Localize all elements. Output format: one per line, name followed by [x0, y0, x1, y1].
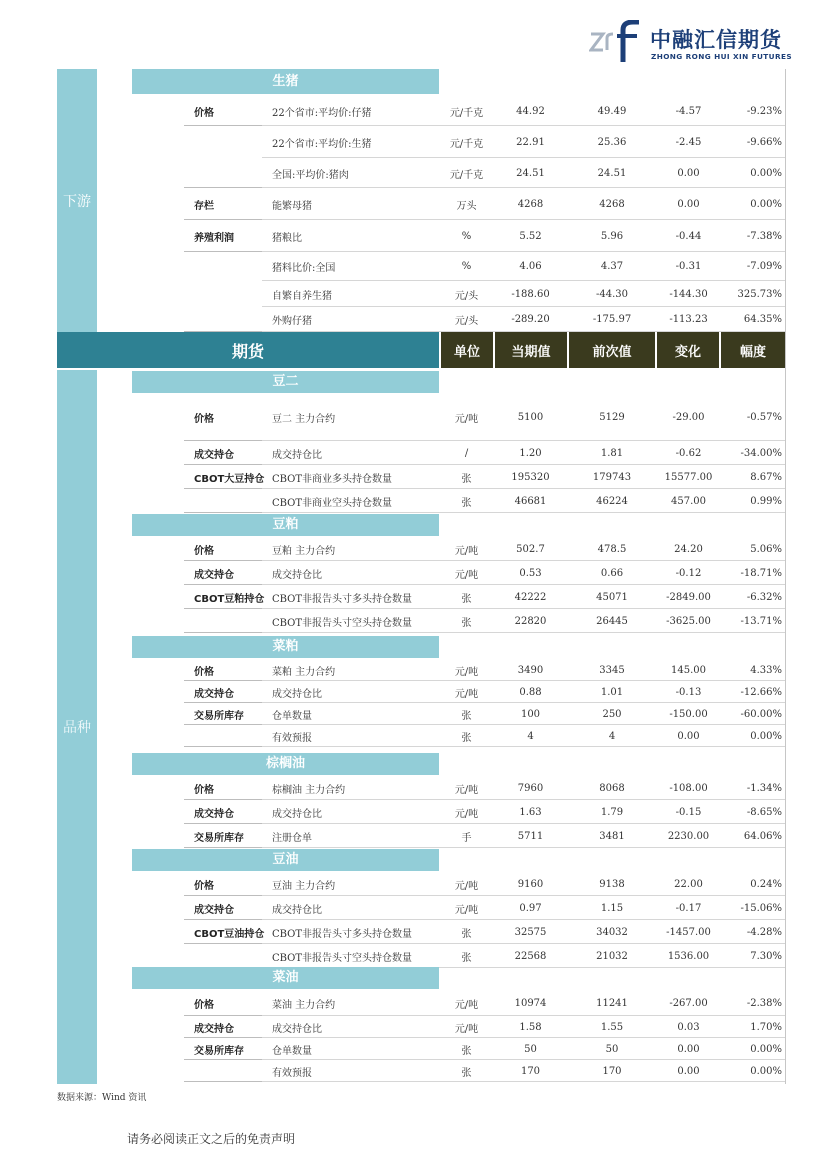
- row-unit: 张: [461, 497, 472, 509]
- row-current-value: 1.58: [519, 1021, 542, 1033]
- category-divider: [184, 847, 262, 848]
- row-current-value: 5100: [517, 412, 544, 423]
- row-change: -0.12: [675, 567, 702, 579]
- row-indicator: CBOT非报告头寸空头持仓数量: [272, 617, 413, 629]
- row-category: 交易所库存: [194, 832, 244, 844]
- row-unit: 张: [461, 593, 472, 605]
- row-previous-value: 34032: [596, 926, 628, 938]
- row-unit: 张: [461, 617, 472, 629]
- row-unit: /: [464, 447, 469, 459]
- row-percent: 5.06%: [750, 543, 782, 555]
- row-percent: 0.00%: [750, 167, 782, 179]
- row-current-value: 44.92: [516, 105, 545, 117]
- row-previous-value: -44.30: [595, 288, 628, 300]
- table-row: [57, 561, 787, 585]
- column-header-change: 变化: [657, 332, 719, 368]
- row-indicator: 成交持仓比: [272, 1023, 322, 1035]
- row-indicator: 豆二 主力合约: [272, 414, 336, 425]
- row-previous-value: -175.97: [592, 314, 632, 325]
- row-unit: 张: [461, 952, 472, 964]
- row-indicator: 菜粕 主力合约: [272, 666, 336, 678]
- row-change: 22.00: [674, 878, 703, 890]
- row-category: 交易所库存: [194, 1045, 244, 1057]
- row-change: 1536.00: [667, 950, 710, 962]
- table-row: [57, 465, 787, 489]
- row-category: CBOT豆油持仓: [194, 928, 265, 940]
- row-indicator: 有效预报: [272, 732, 312, 744]
- row-percent: -9.66%: [746, 136, 782, 148]
- row-unit: 元/吨: [454, 1023, 479, 1035]
- row-current-value: 0.88: [519, 686, 542, 698]
- row-unit: 元/吨: [454, 666, 479, 678]
- row-indicator: CBOT非报告头寸空头持仓数量: [272, 952, 413, 964]
- row-category: 价格: [194, 999, 214, 1011]
- row-change: 0.00: [677, 167, 700, 179]
- row-percent: 0.00%: [750, 730, 782, 742]
- row-indicator: 菜油 主力合约: [272, 999, 336, 1011]
- brand-name-cn: 中融汇信期货: [650, 28, 782, 52]
- row-category: 价格: [194, 545, 214, 557]
- row-current-value: 22.91: [516, 136, 545, 148]
- row-category: 成交持仓: [194, 688, 234, 700]
- row-percent: 0.24%: [750, 878, 782, 890]
- row-current-value: 22568: [514, 950, 547, 962]
- row-percent: -13.71%: [740, 615, 782, 627]
- row-unit: %: [461, 261, 472, 272]
- row-previous-value: 1.01: [600, 686, 624, 698]
- row-previous-value: 11241: [596, 997, 628, 1009]
- table-row: [57, 96, 787, 126]
- row-indicator: CBOT非商业多头持仓数量: [272, 473, 393, 485]
- row-change: 0.00: [677, 730, 700, 742]
- row-current-value: 46681: [514, 495, 547, 507]
- row-indicator: CBOT非商业空头持仓数量: [272, 497, 393, 509]
- row-unit: 手: [461, 832, 472, 844]
- table-row: [57, 394, 787, 441]
- section-title: 豆二: [132, 371, 439, 393]
- row-percent: 0.00%: [750, 1065, 782, 1077]
- row-category: 交易所库存: [194, 710, 244, 722]
- row-category: 价格: [194, 414, 214, 425]
- table-row: [57, 920, 787, 944]
- row-previous-value: 21032: [596, 950, 628, 962]
- row-divider: [262, 632, 440, 633]
- row-previous-value: 250: [602, 708, 622, 720]
- row-previous-value: 24.51: [597, 167, 627, 179]
- row-divider: [262, 847, 440, 848]
- row-previous-value: 3345: [599, 664, 625, 676]
- row-percent: -1.34%: [746, 782, 782, 794]
- row-previous-value: 4268: [599, 198, 625, 210]
- row-previous-value: 4.37: [600, 261, 624, 272]
- table-row: [57, 896, 787, 920]
- row-unit: 元/千克: [449, 107, 484, 119]
- row-divider: [262, 746, 440, 747]
- table-row: [57, 126, 787, 158]
- futures-header-title: 期货: [57, 332, 439, 368]
- table-row: [57, 872, 787, 896]
- row-unit: 张: [461, 732, 472, 744]
- row-change: -113.23: [669, 314, 708, 325]
- row-percent: -18.71%: [740, 567, 782, 579]
- row-indicator: 自繁自养生猪: [272, 290, 332, 302]
- row-indicator: 猪粮比: [272, 232, 302, 244]
- column-header-previous: 前次值: [569, 332, 655, 368]
- category-divider: [184, 746, 262, 747]
- row-indicator: 豆油 主力合约: [272, 880, 336, 892]
- row-change: -144.30: [669, 288, 708, 300]
- row-current-value: 1.63: [519, 806, 542, 818]
- brand-name-en: ZHONG RONG HUI XIN FUTURES: [651, 52, 793, 61]
- row-percent: 1.70%: [750, 1021, 782, 1033]
- row-previous-value: 25.36: [597, 136, 627, 148]
- row-percent: -4.28%: [746, 926, 782, 938]
- row-percent: -12.66%: [740, 686, 782, 698]
- row-previous-value: 3481: [599, 830, 625, 842]
- row-unit: 元/吨: [454, 414, 479, 425]
- row-change: 15577.00: [664, 471, 713, 483]
- row-category: 存栏: [194, 200, 214, 212]
- row-current-value: 0.97: [519, 902, 542, 914]
- row-percent: -6.32%: [746, 591, 782, 603]
- row-unit: 元/吨: [454, 545, 479, 557]
- row-category: 成交持仓: [194, 1023, 234, 1035]
- row-previous-value: 50: [605, 1043, 619, 1055]
- row-change: -4.57: [675, 105, 702, 117]
- section-title: 菜粕: [132, 636, 439, 658]
- table-row: [57, 776, 787, 800]
- row-current-value: 4: [527, 730, 534, 742]
- row-indicator: 成交持仓比: [272, 688, 322, 700]
- row-current-value: 9160: [517, 878, 544, 890]
- table-row: [57, 990, 787, 1016]
- row-change: -150.00: [669, 708, 708, 720]
- table-row: [57, 441, 787, 465]
- row-unit: 元/头: [454, 316, 479, 327]
- row-unit: 张: [461, 710, 472, 722]
- row-divider: [262, 1081, 440, 1082]
- row-previous-value: 8068: [599, 782, 625, 794]
- row-previous-value: 0.66: [600, 567, 624, 579]
- row-change: 0.03: [677, 1021, 700, 1033]
- row-divider: [440, 632, 785, 633]
- row-indicator: CBOT非报告头寸多头持仓数量: [272, 928, 413, 940]
- table-row: [57, 307, 787, 332]
- row-change: -267.00: [669, 997, 708, 1009]
- row-current-value: 5.52: [519, 230, 542, 242]
- table-row: [57, 725, 787, 747]
- row-unit: 张: [461, 473, 472, 485]
- row-current-value: 502.7: [516, 543, 545, 555]
- row-change: 145.00: [671, 664, 706, 676]
- row-percent: 8.67%: [750, 471, 782, 483]
- row-category: 养殖利润: [194, 232, 234, 244]
- category-divider: [184, 331, 262, 332]
- row-unit: 万头: [456, 200, 477, 212]
- row-percent: 64.06%: [743, 830, 782, 842]
- row-divider: [262, 331, 440, 332]
- table-row: [57, 585, 787, 609]
- row-current-value: 4.06: [519, 261, 542, 272]
- row-previous-value: 45071: [596, 591, 628, 603]
- row-previous-value: 170: [602, 1065, 622, 1077]
- row-divider: [440, 1081, 785, 1082]
- table-row: [57, 220, 787, 252]
- row-current-value: -188.60: [511, 288, 550, 300]
- row-unit: 元/吨: [454, 688, 479, 700]
- section-title: 豆油: [132, 849, 439, 871]
- row-change: 24.20: [674, 543, 703, 555]
- row-unit: 元/吨: [454, 808, 479, 820]
- row-category: 价格: [194, 107, 214, 119]
- row-previous-value: 478.5: [597, 543, 627, 555]
- column-header-current: 当期值: [495, 332, 567, 368]
- row-unit: 元/吨: [454, 999, 479, 1011]
- row-percent: 0.99%: [750, 495, 782, 507]
- table-row: [57, 281, 787, 307]
- row-indicator: 仓单数量: [272, 1045, 312, 1057]
- column-header-unit: 单位: [441, 332, 493, 368]
- row-previous-value: 1.81: [600, 447, 624, 459]
- row-indicator: 棕榈油 主力合约: [272, 784, 346, 796]
- row-percent: -60.00%: [740, 708, 782, 720]
- section-title: 棕榈油: [132, 753, 439, 775]
- row-divider: [440, 331, 785, 332]
- row-divider: [440, 847, 785, 848]
- row-indicator: 豆粕 主力合约: [272, 545, 336, 557]
- row-current-value: 4268: [517, 198, 544, 210]
- row-change: -0.31: [675, 261, 702, 272]
- table-row: [57, 824, 787, 848]
- row-change: -108.00: [669, 782, 708, 794]
- row-change: 0.00: [677, 1043, 700, 1055]
- row-indicator: CBOT非报告头寸多头持仓数量: [272, 593, 413, 605]
- row-change: 457.00: [671, 495, 706, 507]
- row-previous-value: 5129: [599, 412, 625, 423]
- row-indicator: 成交持仓比: [272, 808, 322, 820]
- row-percent: 0.00%: [750, 1043, 782, 1055]
- row-percent: 64.35%: [743, 314, 782, 325]
- row-unit: 张: [461, 1045, 472, 1057]
- row-current-value: 22820: [514, 615, 547, 627]
- row-change: 0.00: [677, 198, 700, 210]
- table-row: [57, 537, 787, 561]
- row-current-value: 3490: [517, 664, 544, 676]
- row-divider: [440, 967, 785, 968]
- row-indicator: 成交持仓比: [272, 569, 322, 581]
- row-change: -0.44: [675, 230, 702, 242]
- row-previous-value: 26445: [596, 615, 628, 627]
- row-indicator: 能繁母猪: [272, 200, 312, 212]
- data-source-note: 数据来源：Wind 资讯: [57, 1093, 147, 1103]
- row-indicator: 仓单数量: [272, 710, 312, 722]
- category-divider: [184, 632, 262, 633]
- table-row: [57, 703, 787, 725]
- row-unit: 元/吨: [454, 784, 479, 796]
- row-category: 成交持仓: [194, 449, 234, 461]
- table-row: [57, 681, 787, 703]
- row-divider: [440, 746, 785, 747]
- row-unit: 张: [461, 928, 472, 940]
- row-unit: 元/吨: [454, 904, 479, 916]
- section-title: 豆粕: [132, 514, 439, 536]
- row-current-value: 24.51: [516, 167, 545, 179]
- row-current-value: 170: [520, 1065, 541, 1077]
- sidebar-downstream-label: 下游: [57, 69, 97, 332]
- row-change: -1457.00: [666, 926, 711, 938]
- row-unit: 元/千克: [449, 169, 484, 181]
- row-previous-value: 46224: [596, 495, 628, 507]
- row-category: CBOT豆粕持仓: [194, 593, 265, 605]
- column-header-percent: 幅度: [721, 332, 785, 368]
- row-category: 价格: [194, 880, 214, 892]
- table-row: [57, 252, 787, 281]
- row-change: -0.62: [675, 447, 702, 459]
- row-percent: -15.06%: [740, 902, 782, 914]
- table-row: [57, 188, 787, 220]
- row-change: 0.00: [677, 1065, 700, 1077]
- row-indicator: 注册仓单: [272, 832, 312, 844]
- sidebar-variety-label: 品种: [57, 370, 97, 1084]
- row-current-value: 10974: [514, 997, 547, 1009]
- row-indicator: 外购仔猪: [272, 316, 312, 327]
- table-row: [57, 158, 787, 188]
- row-current-value: -289.20: [511, 314, 550, 325]
- row-unit: 元/头: [454, 290, 479, 302]
- row-category: 成交持仓: [194, 904, 234, 916]
- row-indicator: 猪料比价:全国: [272, 263, 336, 274]
- row-change: -0.17: [675, 902, 702, 914]
- row-percent: -7.38%: [746, 230, 782, 242]
- row-category: 成交持仓: [194, 569, 234, 581]
- row-current-value: 32575: [514, 926, 547, 938]
- row-change: -2849.00: [666, 591, 711, 603]
- row-current-value: 50: [524, 1043, 537, 1055]
- row-unit: 元/吨: [454, 569, 479, 581]
- data-table: [57, 69, 787, 1084]
- row-previous-value: 9138: [599, 878, 625, 890]
- table-row: [57, 609, 787, 633]
- row-previous-value: 4: [608, 730, 616, 742]
- row-category: 价格: [194, 784, 214, 796]
- row-percent: 0.00%: [750, 198, 782, 210]
- row-percent: 4.33%: [750, 664, 782, 676]
- row-previous-value: 1.15: [600, 902, 624, 914]
- table-row: [57, 944, 787, 968]
- row-percent: 7.30%: [750, 950, 782, 962]
- row-change: -3625.00: [666, 615, 711, 627]
- row-indicator: 全国:平均价:猪肉: [272, 169, 349, 181]
- row-percent: -9.23%: [746, 105, 782, 117]
- row-percent: -0.57%: [746, 412, 782, 423]
- table-row: [57, 1060, 787, 1082]
- row-category: 成交持仓: [194, 808, 234, 820]
- row-current-value: 5711: [517, 830, 544, 842]
- row-percent: -7.09%: [746, 261, 782, 272]
- row-indicator: 成交持仓比: [272, 449, 322, 461]
- row-previous-value: 1.55: [600, 1021, 624, 1033]
- row-change: -2.45: [675, 136, 702, 148]
- table-row: [57, 800, 787, 824]
- row-divider: [262, 512, 440, 513]
- category-divider: [184, 512, 262, 513]
- row-category: CBOT大豆持仓: [194, 473, 265, 485]
- row-current-value: 1.20: [519, 447, 542, 459]
- row-unit: 元/吨: [454, 880, 479, 892]
- row-current-value: 100: [520, 708, 541, 720]
- table-row: [57, 489, 787, 513]
- row-percent: -2.38%: [746, 997, 782, 1009]
- row-current-value: 0.53: [519, 567, 542, 579]
- row-change: -0.15: [675, 806, 702, 818]
- row-change: -0.13: [675, 686, 702, 698]
- row-unit: %: [461, 230, 472, 242]
- row-previous-value: 179743: [592, 471, 632, 483]
- table-row: [57, 1038, 787, 1060]
- disclaimer-note: 请务必阅读正文之后的免责声明: [127, 1132, 296, 1146]
- row-indicator: 22个省市:平均价:生猪: [272, 138, 372, 150]
- row-percent: 325.73%: [737, 288, 782, 300]
- row-change: -29.00: [672, 412, 705, 423]
- row-percent: -8.65%: [746, 806, 782, 818]
- table-row: [57, 659, 787, 681]
- row-previous-value: 5.96: [600, 230, 624, 242]
- row-unit: 张: [461, 1067, 472, 1079]
- row-divider: [440, 512, 785, 513]
- row-unit: 元/千克: [449, 138, 484, 150]
- row-indicator: 成交持仓比: [272, 904, 322, 916]
- row-previous-value: 49.49: [597, 105, 627, 117]
- row-previous-value: 1.79: [600, 806, 624, 818]
- row-percent: -34.00%: [740, 447, 782, 459]
- section-title: 菜油: [132, 967, 439, 989]
- row-current-value: 42222: [514, 591, 547, 603]
- row-change: 2230.00: [667, 830, 710, 842]
- category-divider: [184, 1081, 262, 1082]
- brand-logo-icon: [589, 20, 641, 62]
- row-indicator: 22个省市:平均价:仔猪: [272, 107, 372, 119]
- table-row: [57, 1016, 787, 1038]
- row-current-value: 7960: [517, 782, 544, 794]
- row-indicator: 有效预报: [272, 1067, 312, 1079]
- row-current-value: 195320: [511, 471, 550, 483]
- row-category: 价格: [194, 666, 214, 678]
- section-title: 生猪: [132, 69, 439, 94]
